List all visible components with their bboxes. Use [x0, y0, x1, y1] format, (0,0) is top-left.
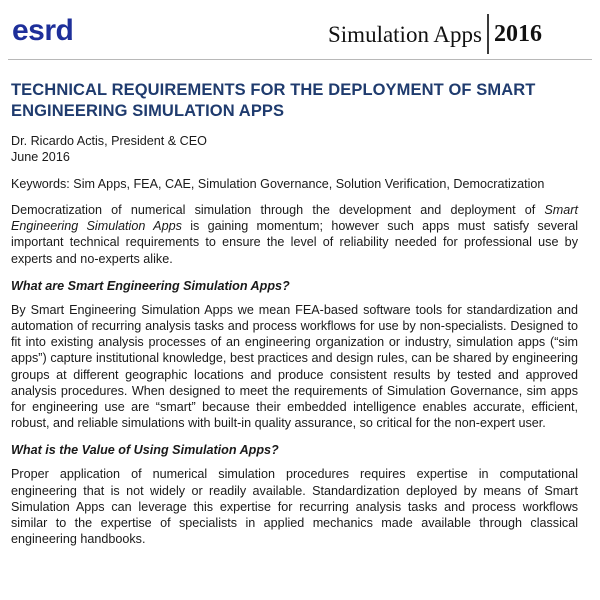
header-title: Simulation Apps [328, 22, 482, 47]
page-header [0, 0, 600, 66]
section-body-what-are: By Smart Engineering Simulation Apps we mean FEA-based software tools for standardization and automation of recurring analysis tasks and process workflows for use by non-specialists. Designed to fit into existing analysis processes of an engineering organization or industry, simulation apps (“sim apps”) capture institutional knowledge, best practices and design rules, can be shared by engineering groups at different geographic locations and produce consistent results by tested and approved analysis procedures. When designed to meet the requirements of Simulation Governance, sim apps for engineering use are “smart” because their embedded intelligence enables accurate, efficient, robust, and reliable simulations with built-in quality assurance, so critical for the non-expert user. [11, 302, 578, 431]
document-title-line-2: ENGINEERING SIMULATION APPS [11, 102, 285, 120]
document-body [11, 80, 578, 547]
intro-text-end: is gaining momentum; however such apps must satisfy several important technical requirements to ensure the level of reliability needed for professional use by experts and no-experts alike. [11, 219, 578, 266]
header-divider [487, 14, 489, 54]
author-block [11, 133, 578, 165]
header-rule [8, 59, 592, 60]
author: Dr. Ricardo Actis, President & CEO [11, 134, 207, 148]
header-year: 2016 [494, 21, 542, 47]
document-title-line-1: TECHNICAL REQUIREMENTS FOR THE DEPLOYMENT OF SMART [11, 81, 536, 99]
publication-date: June 2016 [11, 150, 70, 164]
section-heading-what-are: What are Smart Engineering Simulation Apps? [11, 278, 290, 293]
intro-text-start: Democratization of numerical simulation through the development and deployment of [11, 203, 545, 217]
intro-paragraph [11, 202, 578, 267]
intro-emphasis: Smart Engineering Simulation Apps [11, 203, 578, 234]
keywords: Keywords: Sim Apps, FEA, CAE, Simulation Governance, Solution Verification, Democratization [11, 177, 545, 191]
section-body-value: Proper application of numerical simulation procedures requires expertise in computational engineering that is not widely or readily available. Standardization deployed by means of Smart Simulation Apps can leverage this expertise for recurring analysis tasks and process workflows similar to the expertise of specialists in applied mechanics made available through classical engineering handbooks. [11, 467, 578, 547]
document-title [11, 80, 578, 122]
section-heading-value: What is the Value of Using Simulation Apps? [11, 443, 279, 458]
esrd-logo: esrd [12, 14, 74, 47]
